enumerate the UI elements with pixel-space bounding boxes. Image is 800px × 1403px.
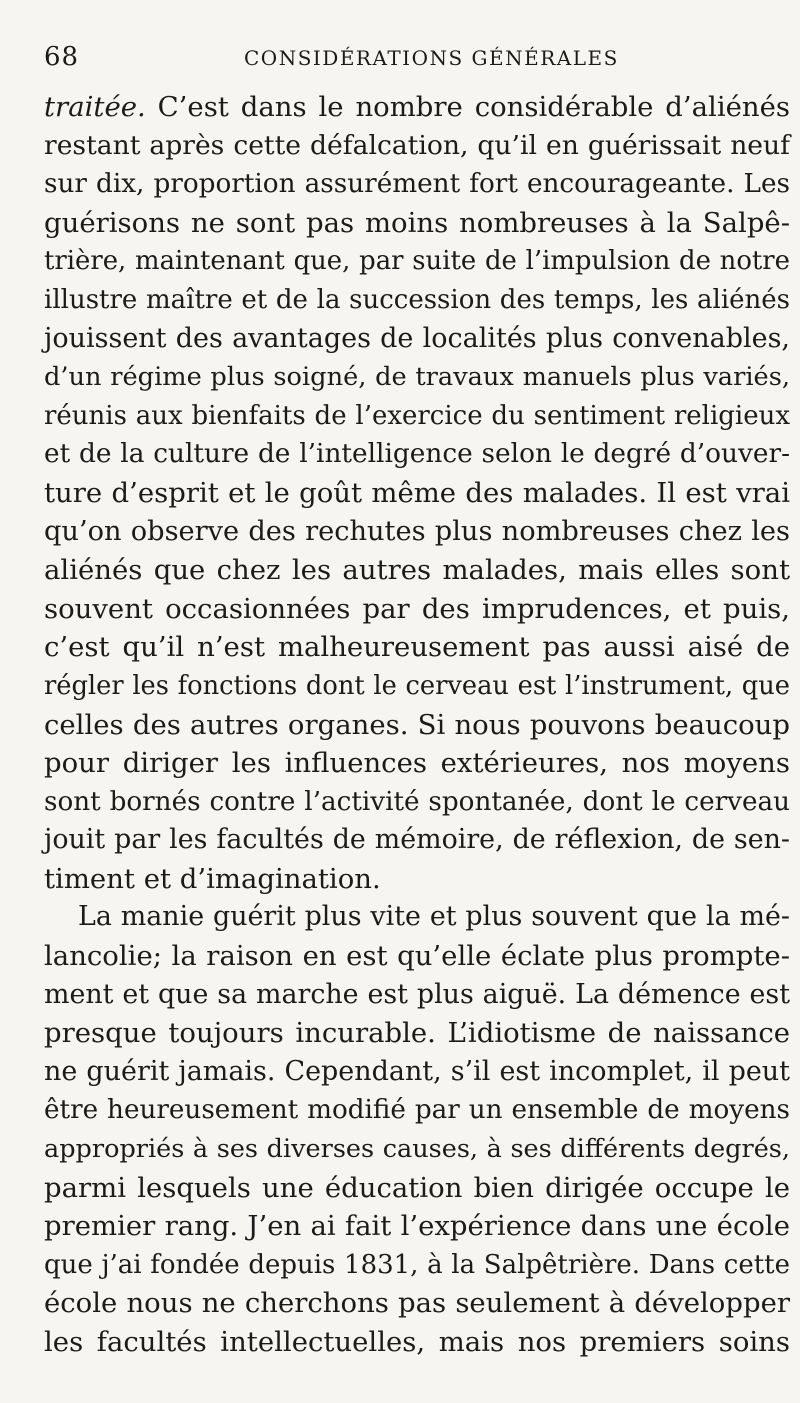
text-line <box>44 88 790 127</box>
text-line: pour diriger les influences extérieures, nos moyens <box>44 747 790 780</box>
text-line: être heureusement modifié par un ensemble de moyens <box>44 1095 790 1126</box>
text-line: jouissent des avantages de localités plus convenables, <box>44 322 790 354</box>
text-line-rest: C’est dans le nombre considérable d’aliénés <box>145 91 790 123</box>
text-line: parmi lesquels une éducation bien dirigée occupe le <box>44 1171 790 1204</box>
text-line: régler les fonctions dont le cerveau est l’instrument, que <box>44 670 790 701</box>
text-line: ne guérit jamais. Cependant, s’il est incomplet, il peut <box>44 1055 790 1087</box>
text-line: sont bornés contre l’activité spontanée, dont le cerveau <box>44 786 790 817</box>
page-number: 68 <box>44 42 80 72</box>
text-line: presque toujours incurable. L’idiotisme de naissance <box>44 1017 790 1050</box>
text-line: ture d’esprit et le goût même des malades. Il est vrai <box>44 476 790 509</box>
text-line: c’est qu’il n’est malheureusement pas aussi aisé de <box>44 631 790 664</box>
text-line: celles des autres organes. Si nous pouvons beaucoup <box>44 708 790 741</box>
running-title: CONSIDÉRATIONS GÉNÉRALES <box>244 46 619 70</box>
text-line: restant après cette défalcation, qu’il en guérissait neuf <box>44 129 790 161</box>
text-line: ment et que sa marche est plus aiguë. La démence est <box>44 978 790 1010</box>
paragraph-1 <box>44 88 790 898</box>
italic-word: traitée. <box>44 91 146 123</box>
text-line: sur dix, proportion assurément fort encourageante. Les <box>44 169 790 200</box>
text-line: qu’on observe des rechutes plus nombreuses chez les <box>44 515 790 547</box>
paragraph-2 <box>44 898 790 1361</box>
body-text <box>44 88 790 1362</box>
text-line: lancolie; la raison en est qu’elle éclate plus prompte- <box>44 940 790 973</box>
text-line: appropriés à ses diverses causes, à ses différents degrés, <box>44 1134 790 1165</box>
text-line: et de la culture de l’intelligence selon le degré d’ouver- <box>44 439 790 470</box>
text-line: souvent occasionnées par des imprudences, et puis, <box>44 592 790 625</box>
text-line: premier rang. J’en ai fait l’expérience dans une école <box>44 1210 790 1243</box>
text-line: d’un régime plus soigné, de travaux manuels plus variés, <box>44 362 790 393</box>
text-line: réunis aux bienfaits de l’exercice du sentiment religieux <box>44 400 790 431</box>
text-line: que j’ai fondée depuis 1831, à la Salpêtrière. Dans cette <box>44 1249 790 1280</box>
text-line: jouit par les facultés de mémoire, de réflexion, de sen- <box>44 824 790 856</box>
running-head <box>44 42 784 76</box>
text-line: La manie guérit plus vite et plus souvent que la mé- <box>78 901 790 933</box>
text-line: timent et d’imagination. <box>44 862 381 895</box>
text-line: illustre maître et de la succession des temps, les aliénés <box>44 284 790 315</box>
text-line: trière, maintenant que, par suite de l’impulsion de notre <box>44 246 790 277</box>
text-line: les facultés intellectuelles, mais nos premiers soins <box>44 1326 790 1358</box>
text-line: école nous ne cherchons pas seulement à développer <box>44 1287 790 1320</box>
text-line: guérisons ne sont pas moins nombreuses à la Salpê- <box>44 206 790 239</box>
text-line: aliénés que chez les autres malades, mais elles sont <box>44 554 790 587</box>
